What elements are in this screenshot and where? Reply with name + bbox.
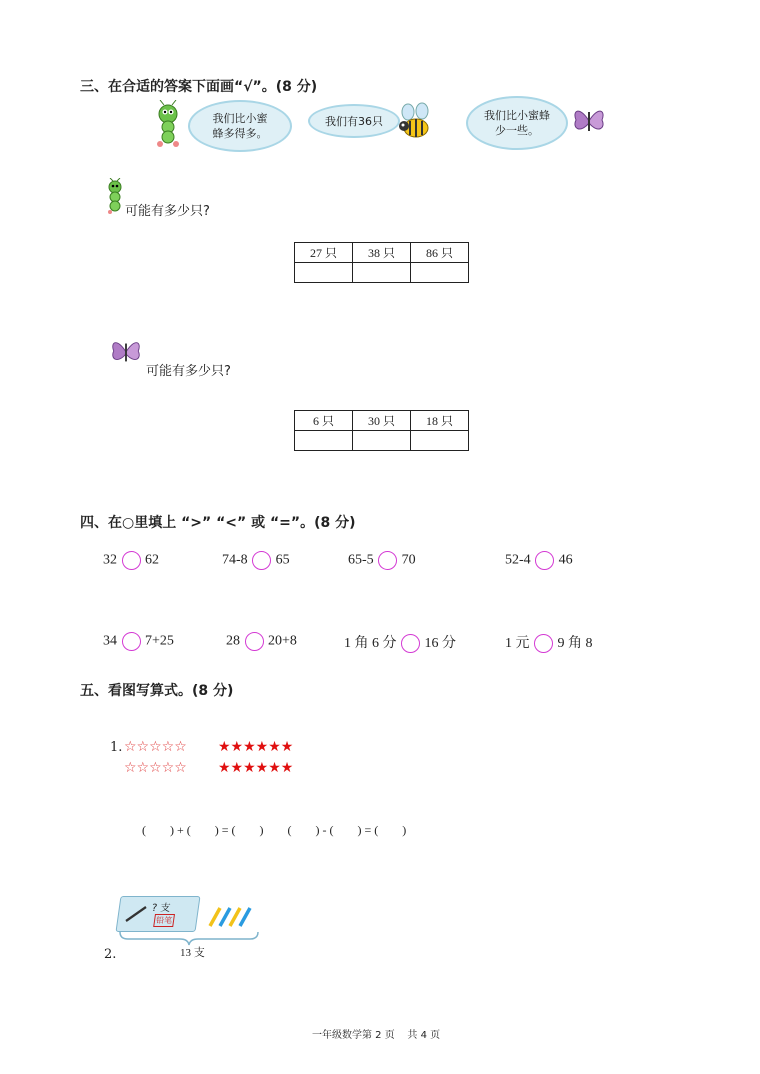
answer-circle[interactable] [534,634,553,653]
pencil-box-image [115,896,200,932]
answer-cell[interactable] [295,263,353,283]
pencils-icon [204,904,260,928]
solid-stars-row: ★★★★★★ [218,739,294,755]
item-number: 1. [110,740,123,755]
answer-circle[interactable] [535,551,554,570]
answer-table [294,242,469,283]
right-expr: 70 [401,552,416,568]
option-cell: 18 只 [411,411,469,431]
answer-table [294,410,469,451]
option-cell: 86 只 [411,243,469,263]
answer-circle[interactable] [122,632,141,651]
question-text: 可能有多少只? [146,364,231,379]
comparison-item [222,551,290,570]
question-text: 可能有多少只? [125,204,210,219]
left-expr: 32 [103,552,117,568]
answer-cell[interactable] [295,431,353,451]
caterpillar-icon [148,100,188,150]
comparison-item [103,632,174,651]
left-expr: 65-5 [348,552,374,568]
item-number: 2. [104,947,117,962]
speech-bubble: 我们比小蜜蜂多得多。 [188,100,292,152]
comparison-item [103,551,159,570]
answer-circle[interactable] [122,551,141,570]
right-expr: 62 [145,552,159,568]
answer-circle[interactable] [378,551,397,570]
right-expr: 46 [558,552,573,568]
right-expr: 65 [275,552,290,568]
comparison-item [348,551,416,570]
formula-blanks[interactable]: ( ) + ( ) = ( ) ( ) - ( ) = ( ) [142,823,407,837]
option-cell: 6 只 [295,411,353,431]
total-label: 13 支 [180,947,205,959]
box-brand-label: 铅笔 [153,914,175,927]
right-expr: 9 角 8 [557,636,593,651]
left-expr: 28 [226,633,240,649]
option-cell: 30 只 [353,411,411,431]
hollow-stars-row: ☆☆☆☆☆ [124,760,187,776]
comparison-item [505,632,593,653]
comparison-item [344,632,456,653]
answer-cell[interactable] [411,431,469,451]
speech-bubble: 我们有36只 [308,104,400,138]
left-expr: 1 元 [505,636,530,651]
page-footer: 一年级数学第 2 页 共 4 页 [312,1030,441,1041]
comparison-item [226,632,297,651]
caterpillar-icon [104,178,126,216]
answer-circle[interactable] [401,634,420,653]
left-expr: 52-4 [505,552,531,568]
butterfly-icon [108,336,144,368]
right-expr: 16 分 [424,636,456,651]
box-question-label: ? 支 [151,903,172,914]
section4-heading: 四、在○里填上 “>” “<” 或 “=”。(8 分) [80,515,356,531]
pencil-icon [124,905,149,923]
right-expr: 7+25 [145,633,174,649]
option-cell: 38 只 [353,243,411,263]
butterfly-icon [570,104,608,138]
comparison-item [505,551,573,570]
left-expr: 1 角 6 分 [344,636,397,651]
left-expr: 34 [103,633,117,649]
solid-stars-row: ★★★★★★ [218,760,294,776]
section3-heading: 三、在合适的答案下面画“√”。(8 分) [80,79,318,95]
option-cell: 27 只 [295,243,353,263]
answer-circle[interactable] [245,632,264,651]
right-expr: 20+8 [268,633,297,649]
hollow-stars-row: ☆☆☆☆☆ [124,739,187,755]
speech-bubble: 我们比小蜜蜂少一些。 [466,96,568,150]
answer-circle[interactable] [252,551,271,570]
left-expr: 74-8 [222,552,248,568]
answer-cell[interactable] [353,263,411,283]
answer-cell[interactable] [353,431,411,451]
answer-cell[interactable] [411,263,469,283]
section5-heading: 五、看图写算式。(8 分) [80,683,234,699]
bee-icon [396,100,436,142]
